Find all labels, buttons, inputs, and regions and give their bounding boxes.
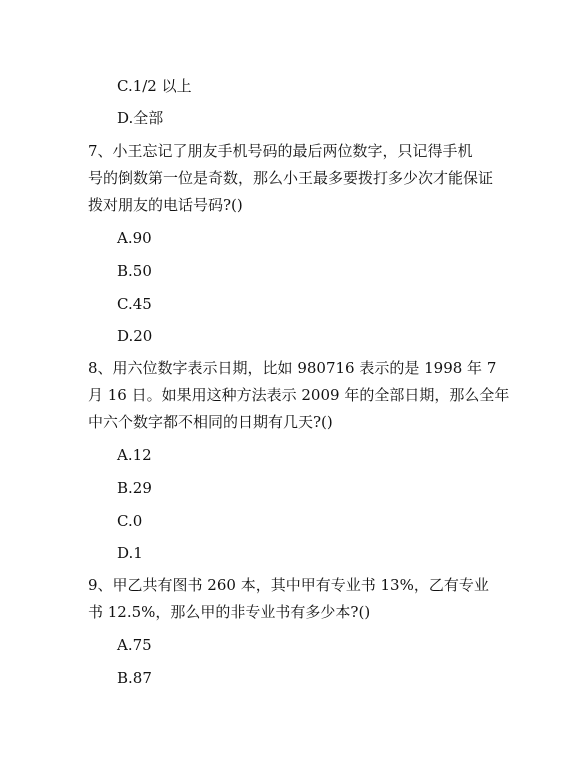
option-b-q8: B.29 xyxy=(117,479,152,497)
option-d-q6: D.全部 xyxy=(117,109,164,127)
option-b-q7: B.50 xyxy=(117,262,152,280)
option-a-q8: A.12 xyxy=(117,446,152,464)
question-8-line-2: 月 16 日。如果用这种方法表示 2009 年的全部日期，那么全年 xyxy=(88,386,510,404)
option-d-q7: D.20 xyxy=(117,327,153,345)
question-9-line-1: 9、甲乙共有图书 260 本，其中甲有专业书 13%，乙有专业 xyxy=(88,576,489,594)
question-8-line-1: 8、用六位数字表示日期，比如 980716 表示的是 1998 年 7 xyxy=(88,359,497,377)
question-7-line-2: 号的倒数第一位是奇数，那么小王最多要拨打多少次才能保证 xyxy=(88,169,494,187)
option-d-q8: D.1 xyxy=(117,544,143,562)
question-9-line-2: 书 12.5%，那么甲的非专业书有多少本?() xyxy=(88,603,371,621)
option-a-q9: A.75 xyxy=(117,636,152,654)
option-a-q7: A.90 xyxy=(117,229,152,247)
question-7-line-3: 拨对朋友的电话号码?() xyxy=(88,196,243,214)
option-b-q9: B.87 xyxy=(117,669,152,687)
question-8-line-3: 中六个数字都不相同的日期有几天?() xyxy=(88,413,333,431)
option-c-q6: C.1/2 以上 xyxy=(117,77,192,95)
question-7-line-1: 7、小王忘记了朋友手机号码的最后两位数字，只记得手机 xyxy=(88,142,473,160)
option-c-q8: C.0 xyxy=(117,512,143,530)
option-c-q7: C.45 xyxy=(117,295,152,313)
